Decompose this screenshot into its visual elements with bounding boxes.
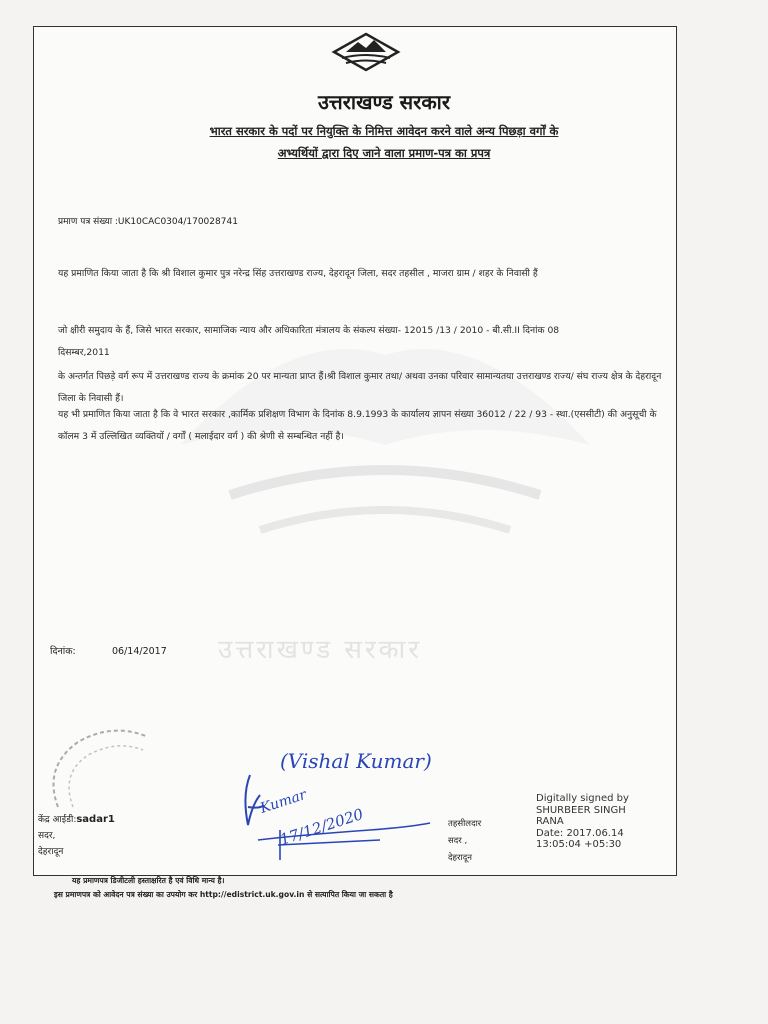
signature-name-text: (Vishal Kumar) xyxy=(280,749,432,773)
handwritten-signature xyxy=(240,735,480,860)
certificate-number: प्रमाण पत्र संख्या :UK10CAC0304/170028741 xyxy=(58,217,238,227)
date-label: दिनांक: xyxy=(50,646,76,657)
tehsildar-title: तहसीलदार xyxy=(448,819,482,829)
uttarakhand-emblem-icon xyxy=(328,30,404,74)
office-district: देहरादून xyxy=(38,847,64,857)
dsig-line5: 13:05:04 +05:30 xyxy=(536,839,622,850)
digital-signature-block xyxy=(536,793,629,851)
dsig-line1: Digitally signed by xyxy=(536,793,629,804)
office-block xyxy=(38,812,115,860)
backward-class-paragraph: के अन्तर्गत पिछड़े वर्ग रूप में उत्तराखण्ड राज्य के क्रमांक 20 पर मान्यता प्राप्त हैं।श्री विशाल कुमार तथा/ अथवा उनका परिवार सामान्यतया उत्तराखण्ड राज्य/ संघ राज्य क्षेत्र के देहरादून जिला के निवासी हैं। xyxy=(58,371,662,404)
creamy-layer-paragraph: यह भी प्रमाणित किया जाता है कि वे भारत सरकार ,कार्मिक प्रशिक्षण विभाग के दिनांक 8.9.1993 के कार्यालय ज्ञापन संख्या 36012 / 22 / 93 - स्था.(एससीटी) की अनुसूची के कॉलम 3 में उल्लिखित व्यक्तियों / वर्गों ( मलाईदार वर्ग ) की श्रेणी से सम्बन्धित नहीं है। xyxy=(58,409,657,442)
center-id-label: केंद्र आईडी: xyxy=(38,815,77,825)
watermark-text: उत्तराखण्ड सरकार xyxy=(218,635,422,665)
dsig-line4: Date: 2017.06.14 xyxy=(536,827,624,839)
footer-note-1: यह प्रमाणपत्र डिजीटली हस्ताक्षरित है एवं विधि मान्य है। xyxy=(72,876,225,885)
dsig-line3: RANA xyxy=(536,816,564,827)
residence-paragraph: यह प्रमाणित किया जाता है कि श्री विशाल कुमार पुत्र नरेन्द्र सिंह उत्तराखण्ड राज्य, देहरादून जिला, सदर तहसील , माजरा ग्राम / शहर के निवासी हैं xyxy=(58,268,538,279)
tehsildar-block xyxy=(448,816,481,867)
community-paragraph: जो क्षीरी समुदाय के हैं, जिसे भारत सरकार, सामाजिक न्याय और अधिकारिता मंत्रालय के संकल्प संख्या- 12015 /13 / 2010 - बी.सी.II दिनांक 08 दिसम्बर,2011 xyxy=(58,325,560,358)
tehsildar-office: सदर , xyxy=(448,836,468,846)
footer-note-2: इस प्रमाणपत्र को आवेदन पत्र संख्या का उपयोग कर http://edistrict.uk.gov.in से सत्यापित किया जा सकता है xyxy=(54,890,393,899)
signature-word-text: Kumar xyxy=(258,786,309,817)
office-stamp-icon xyxy=(38,712,188,822)
form-subtitle-line1: भारत सरकार के पदों पर नियुक्ति के निमित्त आवेदन करने वाले अन्य पिछड़ा वर्गों के xyxy=(209,124,559,138)
signature-date-text: 17/12/2020 xyxy=(277,804,366,849)
center-id-code: sadar1 xyxy=(76,814,115,825)
form-subtitle-line2: अभ्यर्थियों द्वारा दिए जाने वाला प्रमाण-पत्र का प्रपत्र xyxy=(277,146,491,160)
government-title: उत्तराखण्ड सरकार xyxy=(317,90,451,114)
dsig-line2: SHURBEER SINGH xyxy=(536,804,626,816)
date-value: 06/14/2017 xyxy=(112,646,167,657)
tehsildar-district: देहरादून xyxy=(448,853,472,863)
office-line: सदर, xyxy=(38,831,56,841)
